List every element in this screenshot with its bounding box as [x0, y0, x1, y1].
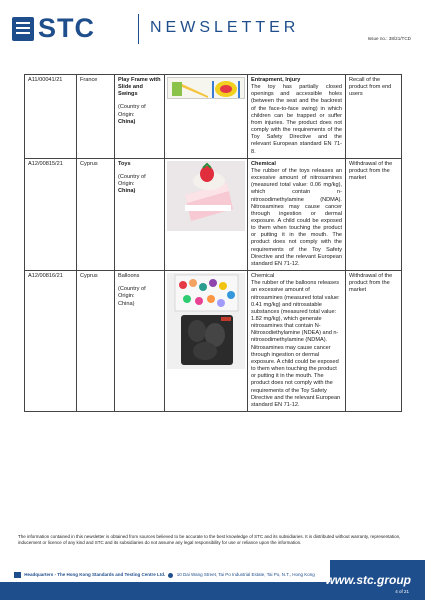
balloons-image — [167, 273, 245, 369]
footer-address-strip — [0, 560, 330, 582]
country-cell: Cyprus — [77, 158, 115, 270]
issue-number: Issue no.: 38/21/TCD — [367, 36, 411, 41]
newsletter-title: NEWSLETTER — [150, 19, 300, 36]
measure-cell: Recall of the product from end users — [346, 75, 402, 159]
headquarters-label: Headquarters - The Hong Kong Standards and Testing Centre Ltd. — [24, 572, 166, 578]
country-cell: Cyprus — [77, 271, 115, 412]
origin-label: (Country of Origin: — [118, 173, 146, 188]
disclaimer-text: The information contained in this newsletter is obtained from sources believed to be accurate to the best knowledge of STC and its subsidiaries. It is distributed without warranty, representation, inducement or licence of any kind and STC and its subsidiaries do not assume any legal responsibility for use or reliance upon the information. — [18, 534, 401, 545]
image-cell — [165, 271, 248, 412]
product-name: Play Frame with Slide and Swings — [118, 77, 161, 98]
origin-label: (Country of Origin: — [118, 286, 146, 300]
risk-text: The toy has partially closed openings and accessible holes (between the seat and the backrest of the face-to-face swing) in which children can be trapped or suffer from injuries. The product does not comply with the requirements of the Toy Safety Directive and the relevant European standard EN 71-8. — [251, 84, 342, 155]
ref-cell: A12/00816/21 — [25, 271, 77, 412]
table-row — [25, 271, 402, 412]
product-cell — [115, 158, 165, 270]
risk-text: The rubber of the toys releases an excessive amount of nitrosamines (measured total value: 0.06 mg/kg), which contain n-nitrosodimethylamine (NDMA). Nitrosamines may cause cancer through ingestion or dermal exposure. A child could be exposed to them when touching the product or putting it in the mouth. The product does not comply with the requirements of the Toy Safety Directive and the relevant European standard EN 71-12. — [251, 167, 342, 267]
stc-logo-icon — [12, 17, 34, 41]
headquarters-address: 10 Dai Wang Street, Tai Po Industrial Estate, Tai Po, N.T., Hong Kong — [176, 572, 315, 578]
recall-table — [24, 74, 402, 412]
measure-cell: Withdrawal of the product from the market — [346, 271, 402, 412]
play-frame-image — [167, 77, 245, 99]
risk-cell — [248, 158, 346, 270]
table-row — [25, 158, 402, 270]
location-pin-icon — [168, 573, 173, 578]
risk-title: Chemical — [251, 273, 275, 280]
risk-cell — [248, 75, 346, 159]
origin-label: (Country of Origin: — [118, 104, 146, 118]
table-row — [25, 75, 402, 159]
ref-cell: A12/00815/21 — [25, 158, 77, 270]
product-name: Toys — [118, 160, 131, 167]
origin-value: China) — [118, 118, 136, 125]
risk-cell — [248, 271, 346, 412]
origin-value: China) — [118, 300, 135, 307]
risk-text: The rubber of the balloons releases an excessive amount of nitrosamines (measured total value: 0.41 mg/kg) and nitrosatable substances (measured total value: 1.82 mg/kg), which generate nitrosamines that contain N-Nitrosodiethylamine (NDEA) and n-nitrosodimethylamine (NDMA). Nitrosamines may cause cancer through ingestion or dermal exposure. A child could be exposed to them when touching the product or putting it in the mouth. The product does not comply with the requirements of the Toy Safety Directive and the relevant European standard EN 71-12. — [251, 280, 341, 408]
product-cell — [115, 271, 165, 412]
newsletter-header — [0, 0, 425, 66]
ref-cell: A11/00041/21 — [25, 75, 77, 159]
brand-name: STC — [38, 13, 95, 43]
stc-small-logo-icon — [14, 572, 21, 578]
cake-toy-image — [167, 161, 245, 231]
product-name: Balloons — [118, 273, 140, 280]
product-cell — [115, 75, 165, 159]
page-number: 4 of 21 — [395, 589, 409, 594]
risk-title: Entrapment, Injury — [251, 77, 301, 83]
origin-value: China) — [118, 188, 136, 195]
risk-title: Chemical — [251, 160, 276, 167]
country-cell: France — [77, 75, 115, 159]
image-cell — [165, 158, 248, 270]
measure-cell: Withdrawal of the product from the market — [346, 158, 402, 270]
website-link[interactable]: www.stc.group — [325, 573, 411, 587]
image-cell — [165, 75, 248, 159]
header-divider — [138, 14, 139, 44]
footer-address — [14, 572, 315, 578]
